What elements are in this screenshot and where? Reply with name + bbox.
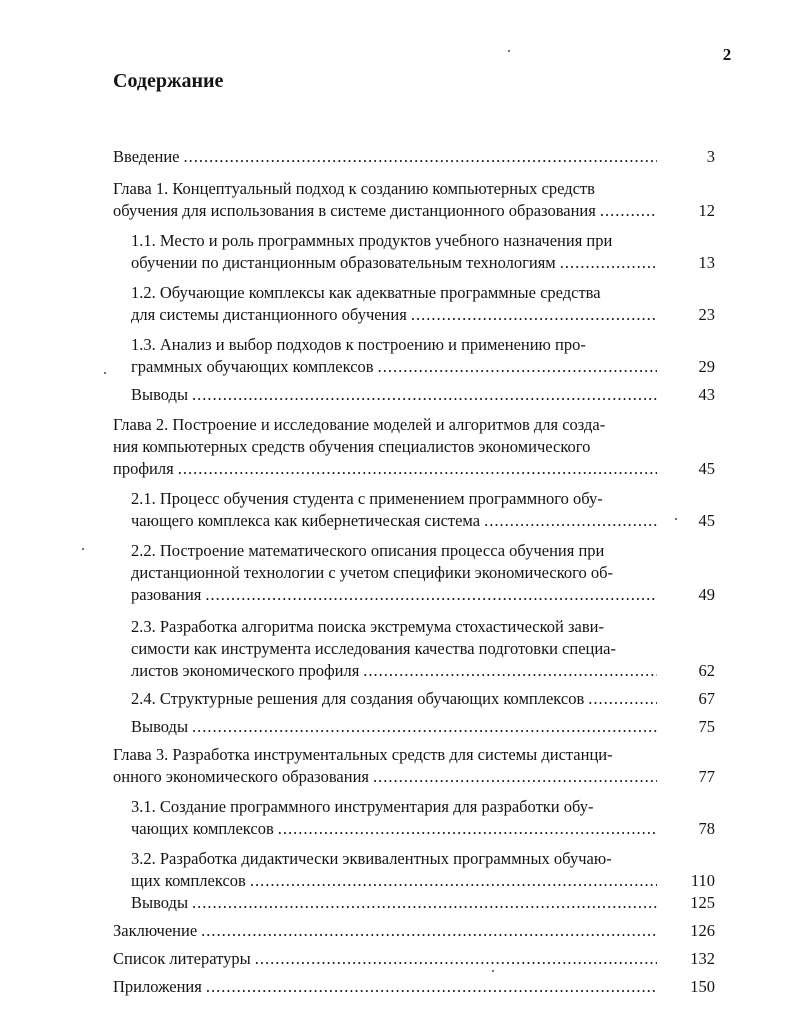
toc-entry-text: Глава 3. Разработка инструментальных средств для системы дистанци- [113, 745, 613, 764]
toc-entry-section-2-2[interactable] [113, 540, 715, 606]
leader-dots [378, 356, 657, 378]
toc-entry-text: Список литературы [113, 949, 251, 968]
page-title: Содержание [113, 70, 224, 92]
leader-dots [588, 688, 657, 710]
toc-entry-text: 1.2. Обучающие комплексы как адекватные программные средства [131, 283, 601, 302]
toc-entry-text: Выводы [131, 893, 189, 912]
toc-entry-text: Глава 2. Построение и исследование моделей и алгоритмов для созда- [113, 415, 606, 434]
toc-page-number: 23 [698, 305, 715, 324]
toc-page-number: 78 [698, 819, 715, 838]
leader-dots [201, 920, 657, 942]
leader-dots [184, 146, 657, 168]
toc-entry-text: обучении по дистанционным образовательным технологиям [131, 253, 556, 272]
page-number: 2 [722, 45, 732, 64]
leader-dots [178, 458, 657, 480]
toc-entry-conclusions-1[interactable] [113, 384, 715, 406]
leader-dots [484, 510, 657, 532]
toc-entry-text: ния компьютерных средств обучения специалистов экономического [113, 437, 591, 456]
toc-page-number: 110 [690, 871, 715, 890]
toc-page-number: 77 [698, 767, 715, 786]
toc-page-number: 45 [698, 459, 715, 478]
toc-entry-text: онного экономического образования [113, 767, 369, 786]
toc-entry-chapter-1[interactable] [113, 178, 715, 222]
toc-entry-section-2-4[interactable] [113, 688, 715, 710]
toc-entry-section-2-1[interactable] [113, 488, 715, 532]
toc-entry-text: чающих комплексов [131, 819, 274, 838]
toc-entry-text: разования [131, 585, 202, 604]
table-of-contents [113, 140, 715, 998]
toc-entry-section-3-2[interactable] [113, 848, 715, 892]
leader-dots [192, 384, 657, 406]
toc-entry-text: 3.1. Создание программного инструментария для разработки обу- [131, 797, 594, 816]
scan-speck [675, 518, 677, 520]
leader-dots [600, 200, 657, 222]
toc-entry-text: 2.3. Разработка алгоритма поиска экстремума стохастической зави- [131, 617, 604, 636]
toc-entry-text: Глава 1. Концептуальный подход к созданию компьютерных средств [113, 179, 595, 198]
toc-entry-text: 1.1. Место и роль программных продуктов учебного назначения при [131, 231, 613, 250]
toc-entry-intro[interactable] [113, 146, 715, 168]
toc-entry-text: Приложения [113, 977, 202, 996]
toc-entry-text: 2.2. Построение математического описания процесса обучения при [131, 541, 605, 560]
leader-dots [205, 584, 657, 606]
toc-entry-section-1-3[interactable] [113, 334, 715, 378]
toc-entry-text: 3.2. Разработка дидактически эквивалентных программных обучаю- [131, 849, 612, 868]
toc-entry-text: 2.1. Процесс обучения студента с применением программного обу- [131, 489, 603, 508]
scan-speck [508, 50, 510, 52]
toc-entry-text: Введение [113, 147, 180, 166]
toc-entry-text: дистанционной технологии с учетом специфики экономического об- [131, 563, 614, 582]
toc-entry-text: чающего комплекса как кибернетическая система [131, 511, 481, 530]
leader-dots [206, 976, 657, 998]
scan-speck [104, 372, 106, 374]
toc-page-number: 62 [698, 661, 715, 680]
leader-dots [411, 304, 657, 326]
toc-page-number: 29 [698, 357, 715, 376]
leader-dots [192, 716, 657, 738]
toc-entry-conclusions-3[interactable] [113, 892, 715, 914]
toc-entry-references[interactable] [113, 948, 715, 970]
toc-page-number: 150 [690, 977, 715, 996]
toc-entry-chapter-2[interactable] [113, 414, 715, 480]
toc-entry-section-2-3[interactable] [113, 616, 715, 682]
toc-entry-text: обучения для использования в системе дистанционного образования [113, 201, 596, 220]
toc-entry-text: 1.3. Анализ и выбор подходов к построению и применению про- [131, 335, 586, 354]
toc-entry-text: Выводы [131, 717, 189, 736]
leader-dots [363, 660, 657, 682]
toc-page-number: 43 [698, 385, 715, 404]
toc-entry-appendices[interactable] [113, 976, 715, 998]
toc-entry-section-1-1[interactable] [113, 230, 715, 274]
leader-dots [278, 818, 657, 840]
toc-entry-chapter-3[interactable] [113, 744, 715, 788]
toc-entry-conclusions-2[interactable] [113, 716, 715, 738]
leader-dots [560, 252, 657, 274]
leader-dots [373, 766, 657, 788]
toc-page-number: 67 [698, 689, 715, 708]
toc-page-number: 13 [698, 253, 715, 272]
toc-entry-section-1-2[interactable] [113, 282, 715, 326]
toc-page-number: 12 [698, 201, 715, 220]
toc-page-number: 49 [698, 585, 715, 604]
scan-speck [82, 548, 84, 550]
scan-speck [492, 970, 494, 972]
toc-entry-text: щих комплексов [131, 871, 246, 890]
toc-entry-text: Выводы [131, 385, 189, 404]
toc-page-number: 3 [706, 147, 715, 166]
toc-page-number: 132 [690, 949, 715, 968]
toc-page-number: 126 [690, 921, 715, 940]
toc-entry-text: листов экономического профиля [131, 661, 360, 680]
toc-entry-text: симости как инструмента исследования качества подготовки специа- [131, 639, 616, 658]
toc-entry-section-3-1[interactable] [113, 796, 715, 840]
toc-page-number: 75 [698, 717, 715, 736]
toc-entry-text: для системы дистанционного обучения [131, 305, 407, 324]
toc-entry-text: профиля [113, 459, 174, 478]
leader-dots [250, 870, 657, 892]
toc-page-number: 45 [698, 511, 715, 530]
leader-dots [255, 948, 657, 970]
toc-entry-text: граммных обучающих комплексов [131, 357, 374, 376]
leader-dots [192, 892, 657, 914]
toc-page-number: 125 [690, 893, 715, 912]
toc-entry-text: 2.4. Структурные решения для создания обучающих комплексов [131, 689, 585, 708]
toc-entry-text: Заключение [113, 921, 198, 940]
toc-entry-conclusion[interactable] [113, 920, 715, 942]
